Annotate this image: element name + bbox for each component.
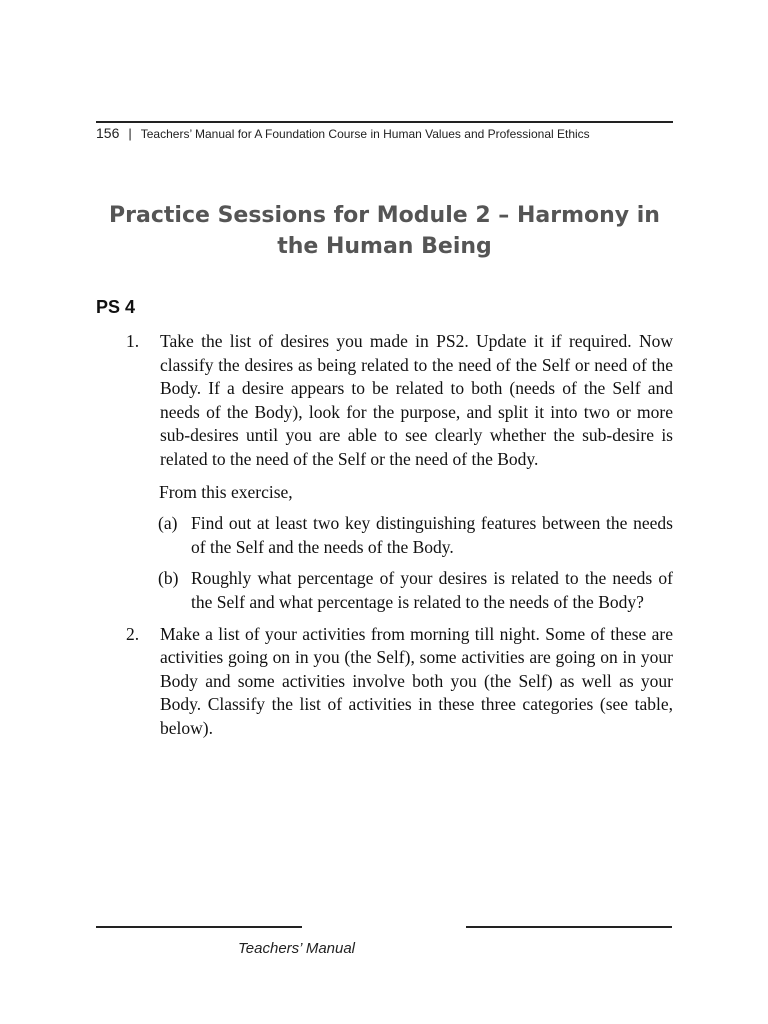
running-header bbox=[96, 125, 673, 141]
sub-item-text: Find out at least two key distinguishing features between the needs of the Self and the needs of the Body. bbox=[191, 513, 673, 557]
item-number: 2. bbox=[126, 623, 140, 644]
sub-item-label: (b) bbox=[158, 568, 179, 589]
exercise-intro: From this exercise, bbox=[159, 481, 293, 502]
spacer bbox=[0, 615, 768, 623]
exercise-body bbox=[0, 330, 768, 741]
header-separator: | bbox=[128, 126, 132, 141]
header-rule bbox=[96, 121, 673, 123]
sub-item-a bbox=[158, 512, 673, 559]
list-item-2 bbox=[126, 623, 673, 741]
section-heading: PS 4 bbox=[96, 297, 136, 317]
item-text: Make a list of your activities from morning till night. Some of these are activities going on in you (the Self), some activities are going on in your Body and some activities involve both you (the Self) as well as your Body. Classify the list of activities in these three categories (see table, below). bbox=[160, 623, 673, 738]
sub-item-label: (a) bbox=[158, 513, 178, 534]
list-item-1 bbox=[126, 330, 673, 472]
item-text: Take the list of desires you made in PS2. Update it if required. Now classify the desires as being related to the need of the Self or need of the Body. If a desire appears to be related to both (needs of the Self and needs of the Body), look for the purpose, and split it into two or more sub-desires until you are able to see clearly whether the sub-desire is related to the need of the Self or the need of the Body. bbox=[160, 331, 673, 469]
sub-item-text: Roughly what percentage of your desires is related to the needs of the Self and what percentage is related to the needs of the Body? bbox=[191, 568, 673, 612]
footer-rule-left bbox=[96, 926, 302, 928]
footer-rule-right bbox=[466, 926, 672, 928]
running-title: Teachers’ Manual for A Foundation Course in Human Values and Professional Ethics bbox=[140, 127, 590, 141]
running-footer: Teachers’ Manual bbox=[238, 940, 356, 957]
page-number: 156 bbox=[96, 125, 120, 141]
sub-item-b bbox=[158, 567, 673, 614]
page-title: Practice Sessions for Module 2 – Harmony in the Human Being bbox=[109, 203, 660, 259]
item-number: 1. bbox=[126, 331, 140, 351]
